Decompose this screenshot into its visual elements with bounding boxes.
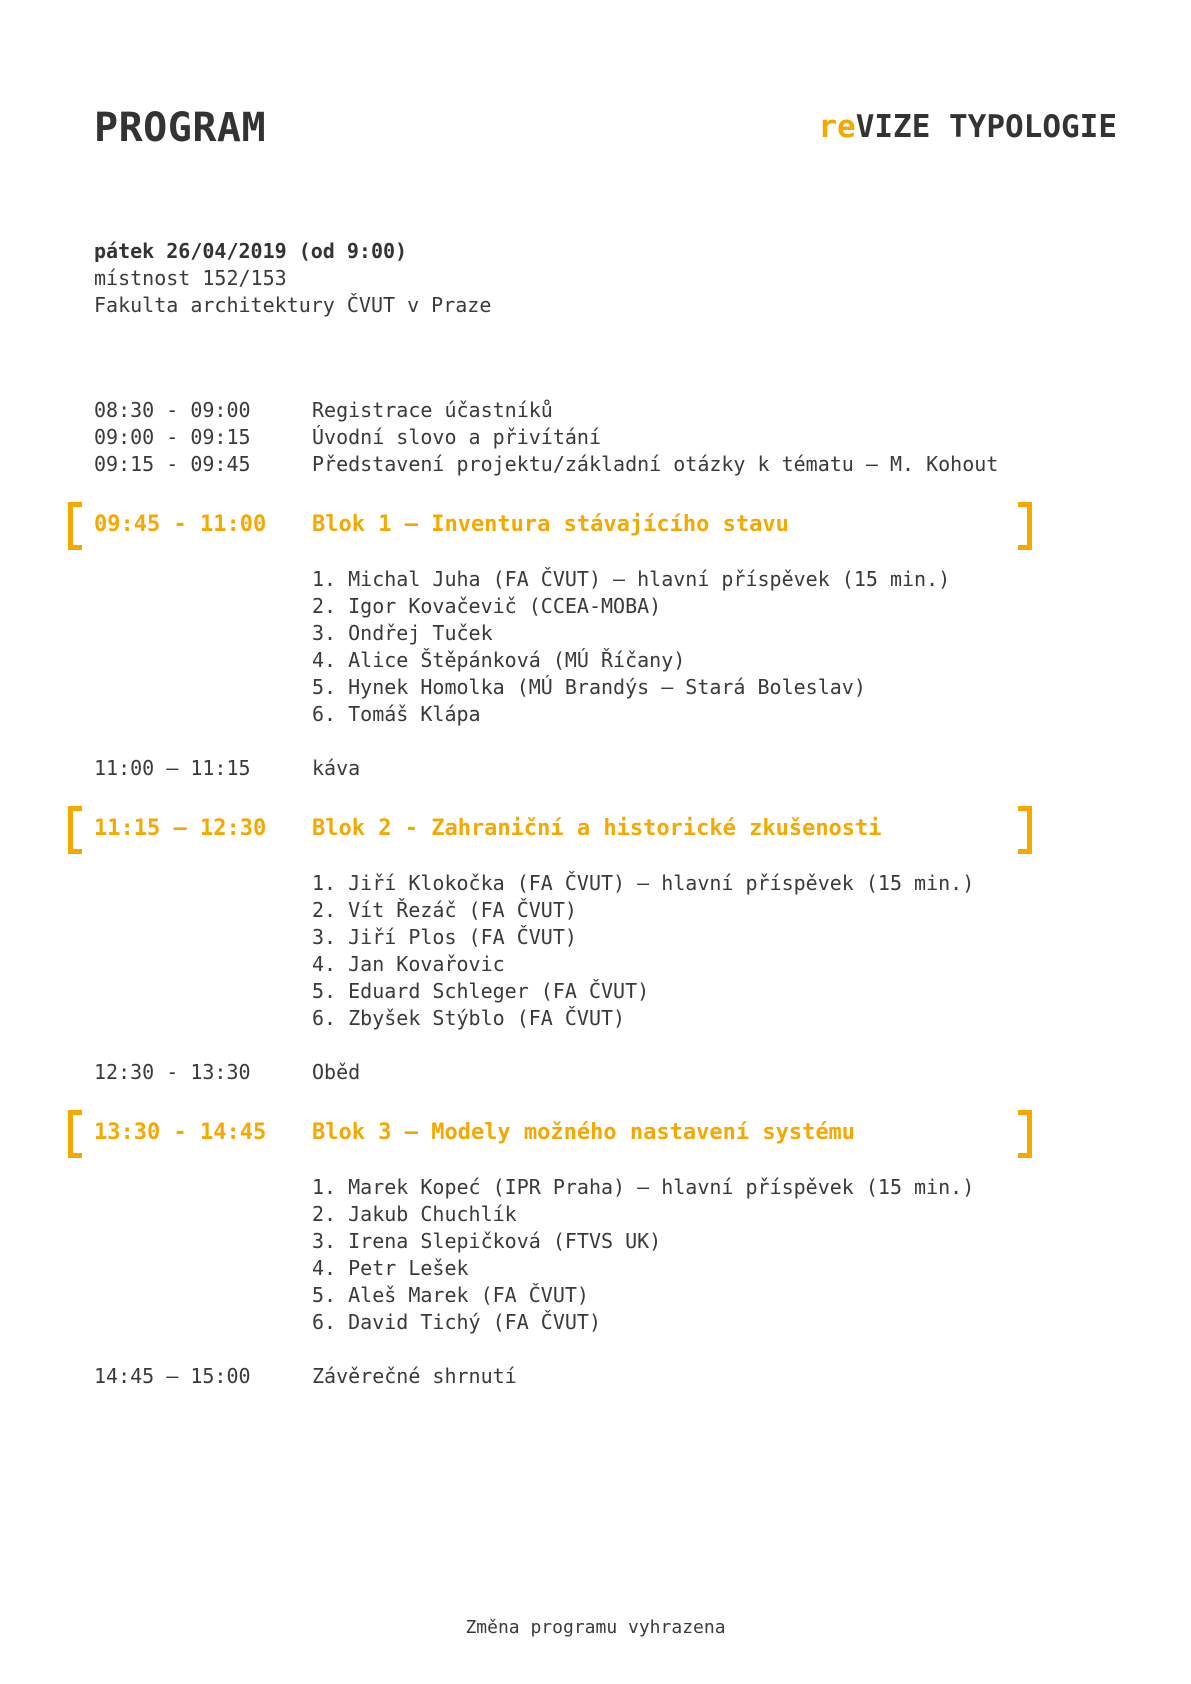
- schedule: [0, 397, 1191, 1390]
- speaker-name: 4. Petr Lešek: [312, 1256, 469, 1280]
- block-2-header: [0, 802, 1191, 856]
- footer-note: Změna programu vyhrazena: [465, 1617, 726, 1638]
- block-1-speakers: [0, 566, 1191, 728]
- schedule-item: Úvodní slovo a přivítání: [312, 425, 601, 449]
- speaker-item: [0, 620, 1191, 647]
- speaker-item: [0, 870, 1191, 897]
- block-title: Blok 1 – Inventura stávajícího stavu: [312, 512, 789, 537]
- schedule-row: [0, 755, 1191, 782]
- speaker-item: [0, 701, 1191, 728]
- speaker-item: [0, 1309, 1191, 1336]
- schedule-time: 12:30 - 13:30: [94, 1060, 251, 1084]
- speaker-item: [0, 1228, 1191, 1255]
- speaker-name: 6. Tomáš Klápa: [312, 702, 481, 726]
- schedule-time: 11:00 – 11:15: [94, 756, 251, 780]
- left-bracket-icon: [68, 1110, 82, 1158]
- speaker-item: [0, 593, 1191, 620]
- right-bracket-icon: [1018, 806, 1032, 854]
- speaker-item: [0, 1201, 1191, 1228]
- schedule-row: [0, 451, 1191, 478]
- right-bracket-icon: [1018, 502, 1032, 550]
- left-bracket-icon: [68, 806, 82, 854]
- speaker-name: 2. Jakub Chuchlík: [312, 1202, 517, 1226]
- event-date: pátek 26/04/2019 (od 9:00): [94, 239, 408, 263]
- schedule-item: Představení projektu/základní otázky k tématu – M. Kohout: [312, 452, 999, 476]
- speaker-name: 4. Alice Štěpánková (MÚ Říčany): [312, 648, 686, 672]
- speaker-name: 3. Irena Slepičková (FTVS UK): [312, 1229, 662, 1253]
- schedule-row: [0, 397, 1191, 424]
- event-info: [94, 238, 491, 319]
- schedule-time: 08:30 - 09:00: [94, 398, 251, 422]
- block-3-header: [0, 1106, 1191, 1160]
- speaker-name: 6. David Tichý (FA ČVUT): [312, 1310, 601, 1334]
- speaker-item: [0, 924, 1191, 951]
- schedule-row: [0, 424, 1191, 451]
- block-3-speakers: [0, 1174, 1191, 1336]
- speaker-name: 5. Aleš Marek (FA ČVUT): [312, 1283, 589, 1307]
- schedule-time: 09:15 - 09:45: [94, 452, 251, 476]
- speaker-name: 1. Jiří Klokočka (FA ČVUT) – hlavní příspěvek (15 min.): [312, 871, 975, 895]
- speaker-name: 2. Vít Řezáč (FA ČVUT): [312, 898, 577, 922]
- block-title: Blok 3 – Modely možného nastavení systému: [312, 1120, 856, 1145]
- speaker-name: 5. Eduard Schleger (FA ČVUT): [312, 979, 650, 1003]
- schedule-row: [0, 1059, 1191, 1086]
- speaker-name: 1. Michal Juha (FA ČVUT) – hlavní příspěvek (15 min.): [312, 567, 951, 591]
- schedule-item: Registrace účastníků: [312, 398, 553, 422]
- block-2-speakers: [0, 870, 1191, 1032]
- speaker-name: 2. Igor Kovačevič (CCEA-MOBA): [312, 594, 662, 618]
- brand-main-text: VIZE TYPOLOGIE: [855, 109, 1117, 145]
- block-1-header: [0, 498, 1191, 552]
- speaker-item: [0, 1255, 1191, 1282]
- schedule-item: Závěrečné shrnutí: [312, 1364, 517, 1388]
- schedule-item: káva: [312, 756, 361, 780]
- page-title: PROGRAM: [94, 105, 267, 151]
- speaker-name: 3. Ondřej Tuček: [312, 621, 493, 645]
- speaker-name: 5. Hynek Homolka (MÚ Brandýs – Stará Boleslav): [312, 675, 866, 699]
- block-title: Blok 2 - Zahraniční a historické zkušenosti: [312, 816, 882, 841]
- block-time: 09:45 - 11:00: [94, 512, 267, 537]
- speaker-item: [0, 978, 1191, 1005]
- schedule-time: 09:00 - 09:15: [94, 425, 251, 449]
- block-time: 13:30 - 14:45: [94, 1120, 267, 1145]
- speaker-item: [0, 647, 1191, 674]
- speaker-item: [0, 1005, 1191, 1032]
- event-room: místnost 152/153: [94, 266, 287, 290]
- schedule-time: 14:45 – 15:00: [94, 1364, 251, 1388]
- speaker-item: [0, 1282, 1191, 1309]
- speaker-name: 1. Marek Kopeć (IPR Praha) – hlavní příspěvek (15 min.): [312, 1175, 975, 1199]
- speaker-name: 4. Jan Kovařovic: [312, 952, 505, 976]
- speaker-item: [0, 1174, 1191, 1201]
- brand-accent-text: re: [818, 109, 856, 145]
- schedule-row: [0, 1363, 1191, 1390]
- speaker-item: [0, 674, 1191, 701]
- block-time: 11:15 – 12:30: [94, 816, 267, 841]
- event-venue: Fakulta architektury ČVUT v Praze: [94, 293, 492, 317]
- speaker-name: 6. Zbyšek Stýblo (FA ČVUT): [312, 1006, 626, 1030]
- speaker-item: [0, 566, 1191, 593]
- right-bracket-icon: [1018, 1110, 1032, 1158]
- speaker-item: [0, 951, 1191, 978]
- schedule-item: Oběd: [312, 1060, 361, 1084]
- speaker-item: [0, 897, 1191, 924]
- left-bracket-icon: [68, 502, 82, 550]
- speaker-name: 3. Jiří Plos (FA ČVUT): [312, 925, 577, 949]
- brand-logo: [818, 109, 1117, 145]
